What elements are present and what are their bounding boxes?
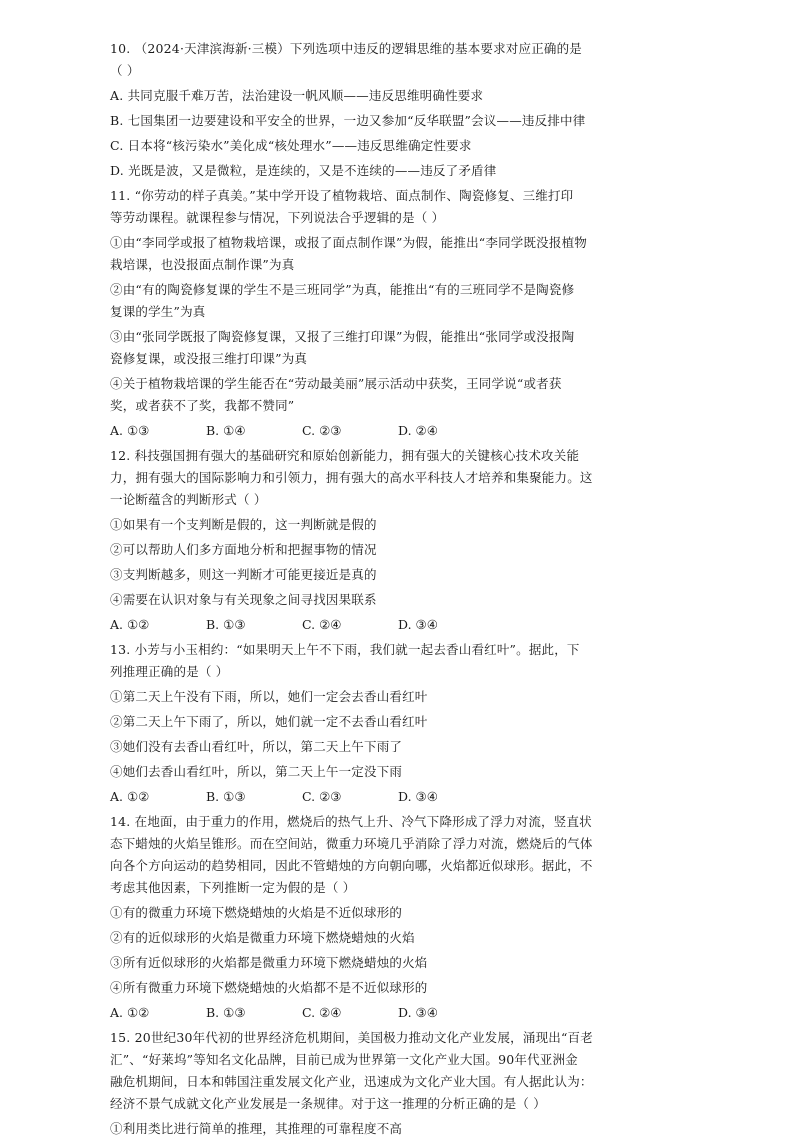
q15-stem-line-3: 融危机期间，日本和韩国注重发展文化产业，迅速成为文化产业大国。有人据此认为： <box>110 1074 593 1089</box>
q12-stem-line-2: 力，拥有强大的国际影响力和引领力，拥有强大的高水平科技人才培养和集聚能力。这 <box>110 470 593 485</box>
q12-option-a: A. ①② <box>110 617 150 632</box>
q13-statement-2: ②第二天上午下雨了，所以，她们就一定不去香山看红叶 <box>110 714 428 729</box>
q15-stem-line-1: 15. 20世纪30年代初的世界经济危机期间，美国极力推动文化产业发展，涌现出“百老 <box>110 1030 593 1045</box>
q13-stem-line-1: 13. 小芳与小玉相约：“如果明天上午不下雨，我们就一起去香山看红叶”。据此，下 <box>110 642 580 657</box>
q13-options <box>110 786 688 808</box>
q15-stem-line-2: 汇”、“好莱坞”等知名文化品牌，目前已成为世界第一文化产业大国。90年代亚洲金 <box>110 1052 578 1067</box>
question-13 <box>110 639 688 808</box>
q11-option-c: C. ②③ <box>302 423 342 438</box>
q11-statement-3-line-1: ③由“张同学既报了陶瓷修复课，又报了三维打印课”为假，能推出“张同学或没报陶 <box>110 329 575 344</box>
question-15 <box>110 1027 688 1140</box>
q14-option-c: C. ②④ <box>302 1005 342 1020</box>
q11-option-a: A. ①③ <box>110 423 150 438</box>
q12-stem-line-1: 12. 科技强国拥有强大的基础研究和原始创新能力，拥有强大的关键核心技术攻关能 <box>110 448 580 463</box>
q14-statement-4: ④所有微重力环境下燃烧蜡烛的火焰都不是不近似球形的 <box>110 980 428 995</box>
question-14 <box>110 811 688 1024</box>
q11-statement-2-line-1: ②由“有的陶瓷修复课的学生不是三班同学”为真，能推出“有的三班同学不是陶瓷修 <box>110 282 575 297</box>
q12-option-c: C. ②④ <box>302 617 342 632</box>
q14-option-b: B. ①③ <box>206 1005 246 1020</box>
exam-page <box>110 38 688 1140</box>
q12-option-d: D. ③④ <box>398 617 438 632</box>
q13-option-b: B. ①③ <box>206 789 246 804</box>
q12-option-b: B. ①③ <box>206 617 246 632</box>
q12-stem-line-3: 一论断蕴含的判断形式（ ） <box>110 492 267 507</box>
q11-stem-line-1: 11. “你劳动的样子真美。”某中学开设了植物栽培、面点制作、陶瓷修复、三维打印 <box>110 188 574 203</box>
q11-statement-4-line-1: ④关于植物栽培课的学生能否在“劳动最美丽”展示活动中获奖，王同学说“或者获 <box>110 376 562 391</box>
q14-stem-line-3: 向各个方向运动的趋势相同，因此不管蜡烛的方向朝向哪，火焰都近似球形。据此，不 <box>110 858 593 873</box>
q14-stem-line-2: 态下蜡烛的火焰呈锥形。而在空间站，微重力环境几乎消除了浮力对流，燃烧后的气体 <box>110 836 593 851</box>
q14-statement-1: ①有的微重力环境下燃烧蜡烛的火焰是不近似球形的 <box>110 905 403 920</box>
question-11 <box>110 185 688 442</box>
q13-option-a: A. ①② <box>110 789 150 804</box>
q10-stem-line-2: （ ） <box>110 63 140 78</box>
q15-stem-line-4: 经济不景气成就文化产业发展是一条规律。对于这一推理的分析正确的是（ ） <box>110 1096 546 1111</box>
q12-statement-2: ②可以帮助人们多方面地分析和把握事物的情况 <box>110 542 377 557</box>
question-10 <box>110 38 688 182</box>
q14-stem-line-4: 考虑其他因素，下列推断一定为假的是（ ） <box>110 880 356 895</box>
q11-statement-4-line-2: 奖，或者获不了奖，我都不赞同” <box>110 398 295 413</box>
q12-options <box>110 614 688 636</box>
q10-option-a: A. 共同克服千难万苦，法治建设一帆风顺——违反思维明确性要求 <box>110 88 484 103</box>
q10-option-b: B. 七国集团一边要建设和平安全的世界，一边又参加“反华联盟”会议——违反排中律 <box>110 113 586 128</box>
q11-options <box>110 420 688 442</box>
q13-statement-4: ④她们去香山看红叶，所以，第二天上午一定没下雨 <box>110 764 403 779</box>
q11-statement-1-line-1: ①由“李同学或报了植物栽培课，或报了面点制作课”为假，能推出“李同学既没报植物 <box>110 235 587 250</box>
q11-option-b: B. ①④ <box>206 423 246 438</box>
q13-option-c: C. ②③ <box>302 789 342 804</box>
q13-statement-1: ①第二天上午没有下雨，所以，她们一定会去香山看红叶 <box>110 689 428 704</box>
q13-option-d: D. ③④ <box>398 789 438 804</box>
q10-option-c: C. 日本将“核污染水”美化成“核处理水”——违反思维确定性要求 <box>110 138 472 153</box>
q14-options <box>110 1002 688 1024</box>
q14-option-d: D. ③④ <box>398 1005 438 1020</box>
q13-stem-line-2: 列推理正确的是（ ） <box>110 664 229 679</box>
q11-stem-line-2: 等劳动课程。就课程参与情况，下列说法合乎逻辑的是（ ） <box>110 210 445 225</box>
q10-stem-line-1: 10. （2024·天津滨海新·三模）下列选项中违反的逻辑思维的基本要求对应正确的是 <box>110 41 583 56</box>
q12-statement-4: ④需要在认识对象与有关现象之间寻找因果联系 <box>110 592 377 607</box>
q11-option-d: D. ②④ <box>398 423 438 438</box>
q11-statement-2-line-2: 复课的学生”为真 <box>110 304 206 319</box>
q11-statement-3-line-2: 瓷修复课，或没报三维打印课”为真 <box>110 351 308 366</box>
q12-statement-3: ③支判断越多，则这一判断才可能更接近是真的 <box>110 567 377 582</box>
q15-statement-1: ①利用类比进行简单的推理，其推理的可靠程度不高 <box>110 1121 403 1136</box>
q11-statement-1-line-2: 栽培课，也没报面点制作课”为真 <box>110 257 295 272</box>
question-12 <box>110 445 688 636</box>
q14-option-a: A. ①② <box>110 1005 150 1020</box>
q13-statement-3: ③她们没有去香山看红叶，所以，第二天上午下雨了 <box>110 739 403 754</box>
q14-statement-3: ③所有近似球形的火焰都是微重力环境下燃烧蜡烛的火焰 <box>110 955 428 970</box>
q12-statement-1: ①如果有一个支判断是假的，这一判断就是假的 <box>110 517 377 532</box>
q10-option-d: D. 光既是波，又是微粒，是连续的，又是不连续的——违反了矛盾律 <box>110 163 497 178</box>
q14-statement-2: ②有的近似球形的火焰是微重力环境下燃烧蜡烛的火焰 <box>110 930 415 945</box>
q14-stem-line-1: 14. 在地面，由于重力的作用，燃烧后的热气上升、冷气下降形成了浮力对流，竖直状 <box>110 814 592 829</box>
